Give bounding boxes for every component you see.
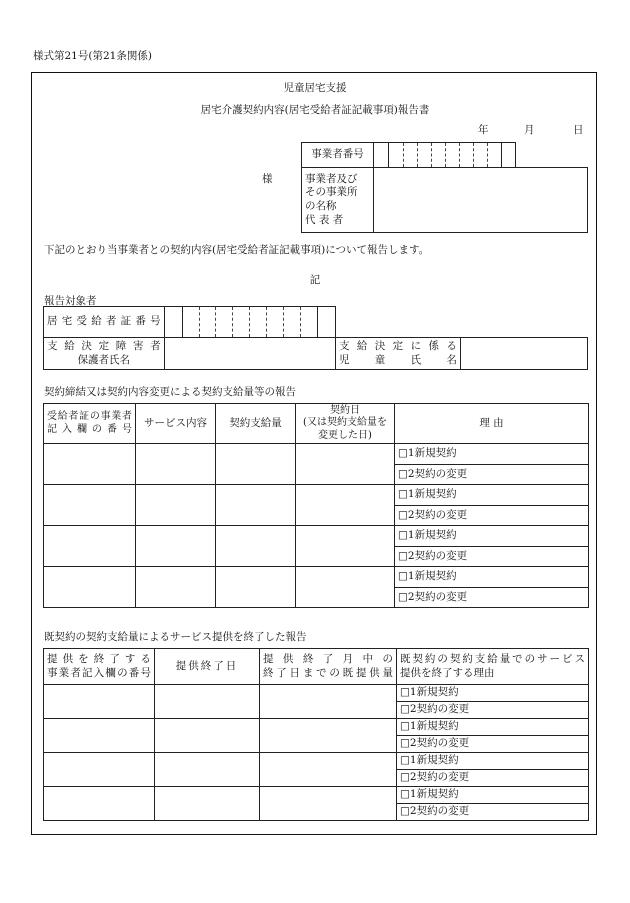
provider-number-blank [516, 143, 588, 168]
section2-col-provided-line1: 提供終了月中の [263, 653, 393, 666]
provider-name-label [302, 168, 374, 233]
provider-number-label: 事業者番号 [302, 143, 374, 168]
provider-name-label-line: 事業者及び [305, 172, 358, 185]
reason-new-checkbox[interactable]: □1新規契約 [397, 685, 589, 702]
cert-number-digit[interactable] [250, 307, 267, 338]
section1-cell[interactable] [136, 567, 216, 608]
section1-cell[interactable] [44, 485, 136, 526]
section1-heading: 契約締結又は契約内容変更による契約支給量等の報告 [44, 386, 296, 398]
section1-col-service: サービス内容 [136, 404, 216, 444]
section2-cell[interactable] [155, 685, 260, 719]
section2-cell[interactable] [155, 753, 260, 787]
reason-change-checkbox[interactable]: □2契約の変更 [397, 736, 589, 753]
section2-col-number-line1: 提供を終了する [47, 653, 151, 666]
provider-number-digit[interactable] [460, 143, 474, 168]
provider-number-digit[interactable] [488, 143, 502, 168]
section1-cell[interactable] [216, 567, 296, 608]
reason-change-checkbox[interactable]: □2契約の変更 [395, 587, 589, 608]
cert-number-digit[interactable] [284, 307, 301, 338]
provider-number-digit[interactable] [502, 143, 516, 168]
intro-text: 下記のとおり当事業者との契約内容(居宅受給者証記載事項)について報告します。 [44, 244, 430, 256]
section1-cell[interactable] [216, 444, 296, 485]
section1-cell[interactable] [136, 485, 216, 526]
section1-cell[interactable] [136, 444, 216, 485]
section1-col-amount: 契約支給量 [216, 404, 296, 444]
subject-table [43, 306, 588, 370]
reason-change-checkbox[interactable]: □2契約の変更 [397, 770, 589, 787]
child-name-label-line: 児 童 氏 名 [338, 353, 457, 366]
cert-number-digit[interactable] [216, 307, 233, 338]
cert-number-digit[interactable] [267, 307, 284, 338]
reason-change-checkbox[interactable]: □2契約の変更 [395, 546, 589, 567]
guardian-name-label [44, 338, 165, 370]
section1-col-reason: 理 由 [395, 404, 589, 444]
reason-change-checkbox[interactable]: □2契約の変更 [397, 804, 589, 821]
section1-col-date [296, 404, 395, 444]
section2-col-reason-line1: 既契約の契約支給量でのサービス [400, 653, 585, 666]
provider-name-label-line: その事業所 [305, 186, 358, 199]
section1-cell[interactable] [216, 526, 296, 567]
section2-col-end-date: 提供終了日 [155, 649, 260, 685]
form-number: 様式第21号(第21条関係) [33, 50, 152, 62]
contract-report-table [43, 403, 589, 608]
termination-report-table [43, 648, 589, 821]
section1-cell[interactable] [296, 567, 395, 608]
section2-col-reason-line2: 提供を終了する理由 [400, 666, 495, 679]
provider-number-digit[interactable] [474, 143, 488, 168]
date-year-label: 年 [478, 124, 489, 136]
reason-new-checkbox[interactable]: □1新規契約 [395, 485, 589, 506]
subject-heading: 報告対象者 [44, 295, 97, 307]
section2-col-provided [260, 649, 397, 685]
section2-cell[interactable] [260, 787, 397, 821]
reason-new-checkbox[interactable]: □1新規契約 [395, 444, 589, 465]
reason-new-checkbox[interactable]: □1新規契約 [395, 526, 589, 547]
provider-number-digit[interactable] [374, 143, 389, 168]
cert-number-digit[interactable] [164, 307, 182, 338]
section2-cell[interactable] [155, 787, 260, 821]
section1-cell[interactable] [44, 526, 136, 567]
provider-name-field[interactable] [374, 168, 588, 233]
reason-new-checkbox[interactable]: □1新規契約 [397, 719, 589, 736]
cert-number-digit[interactable] [301, 307, 318, 338]
provider-number-digit[interactable] [446, 143, 460, 168]
date-day-label: 日 [573, 124, 584, 136]
section2-col-number-line2: 事業者記入欄の番号 [47, 666, 151, 679]
section2-cell[interactable] [260, 753, 397, 787]
section2-col-reason [397, 649, 589, 685]
child-name-field[interactable] [460, 338, 587, 370]
reason-change-checkbox[interactable]: □2契約の変更 [395, 464, 589, 485]
cert-number-blank [335, 307, 587, 338]
section1-cell[interactable] [136, 526, 216, 567]
section2-cell[interactable] [260, 685, 397, 719]
date-month-label: 月 [524, 124, 535, 136]
child-name-label [335, 338, 460, 370]
reason-new-checkbox[interactable]: □1新規契約 [397, 753, 589, 770]
cert-number-digit[interactable] [182, 307, 199, 338]
addressee-suffix: 様 [262, 173, 273, 185]
child-name-label-line: 支給決定に係る [338, 340, 457, 353]
guardian-name-field[interactable] [164, 338, 335, 370]
section1-cell[interactable] [216, 485, 296, 526]
section2-cell[interactable] [44, 685, 155, 719]
cert-number-label: 居宅受給者証番号 [44, 307, 165, 338]
guardian-name-label-line: 保護者氏名 [77, 353, 131, 366]
reason-new-checkbox[interactable]: □1新規契約 [397, 787, 589, 804]
section2-cell[interactable] [44, 719, 155, 753]
ki-label: 記 [309, 274, 321, 286]
cert-number-digit[interactable] [233, 307, 250, 338]
section1-col-cert-number: 受給者証の事業者記入欄の番号 [44, 404, 136, 444]
section1-col-date-line2: (又は契約支給量を変更した日) [303, 417, 387, 441]
section1-cell[interactable] [296, 444, 395, 485]
provider-name-label-line: の名称 [305, 200, 337, 212]
provider-number-digit[interactable] [389, 143, 404, 168]
reason-change-checkbox[interactable]: □2契約の変更 [397, 702, 589, 719]
section2-cell[interactable] [44, 753, 155, 787]
provider-table [301, 142, 588, 233]
reason-change-checkbox[interactable]: □2契約の変更 [395, 505, 589, 526]
provider-name-label-line: 代 表 者 [305, 213, 344, 226]
title-line-2: 居宅介護契約内容(居宅受給者証記載事項)報告書 [200, 104, 430, 116]
section1-cell[interactable] [296, 526, 395, 567]
section1-cell[interactable] [296, 485, 395, 526]
section1-col-date-line1: 契約日 [330, 404, 360, 416]
provider-number-digit[interactable] [432, 143, 446, 168]
section2-col-provided-line2: 終了日までの既提供量 [263, 666, 393, 679]
section2-cell[interactable] [44, 787, 155, 821]
section2-cell[interactable] [260, 719, 397, 753]
guardian-name-label-line: 支給決定障害者 [47, 340, 161, 353]
reason-new-checkbox[interactable]: □1新規契約 [395, 567, 589, 588]
provider-number-digit[interactable] [404, 143, 418, 168]
provider-number-digit[interactable] [418, 143, 432, 168]
section2-cell[interactable] [155, 719, 260, 753]
cert-number-digit[interactable] [318, 307, 336, 338]
section2-heading: 既契約の契約支給量によるサービス提供を終了した報告 [44, 631, 307, 643]
section1-cell[interactable] [44, 567, 136, 608]
section1-cell[interactable] [44, 444, 136, 485]
section2-col-number [44, 649, 155, 685]
cert-number-digit[interactable] [199, 307, 216, 338]
title-line-1: 児童居宅支援 [283, 82, 347, 94]
